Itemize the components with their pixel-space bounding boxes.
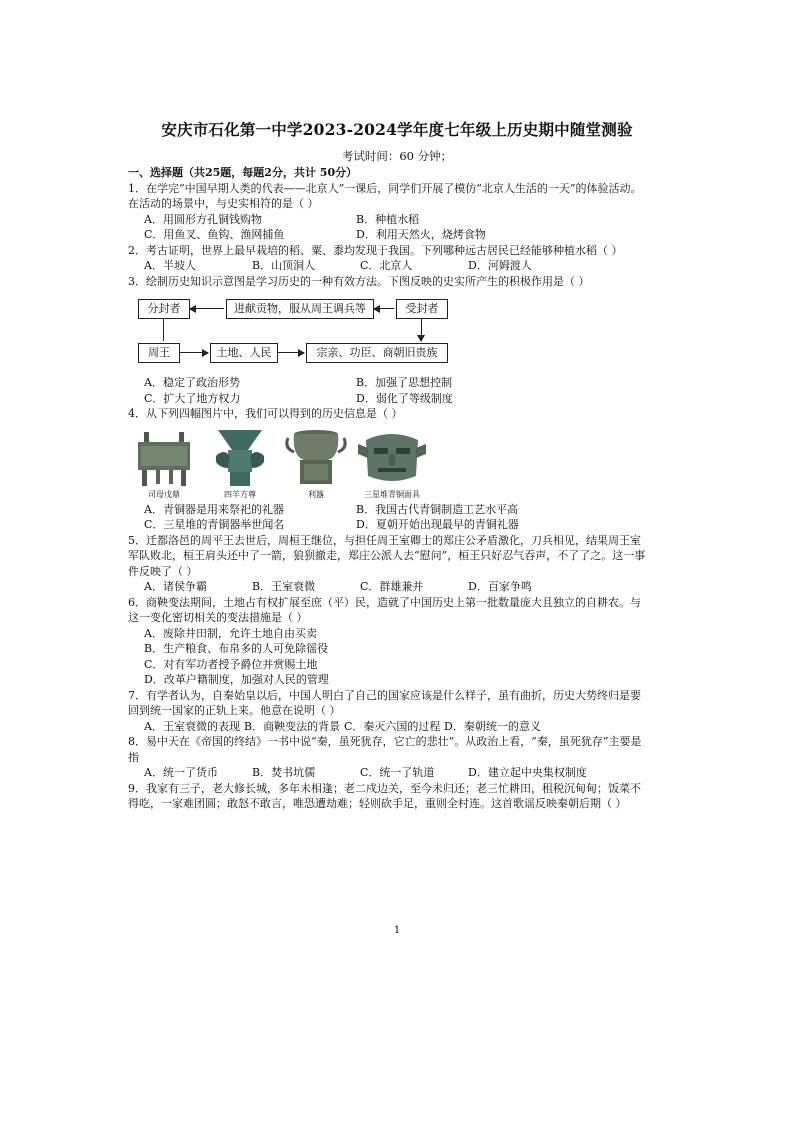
image-caption: 四羊方尊 bbox=[224, 489, 256, 499]
bronze-ding-image bbox=[128, 426, 200, 500]
diagram-box-land: 土地、人民 bbox=[210, 343, 278, 363]
question-1 bbox=[128, 181, 668, 243]
option-d[interactable]: D．夏朝开始出现最早的青铜礼器 bbox=[356, 518, 519, 531]
option-a[interactable]: A．稳定了政治形势 bbox=[144, 376, 240, 389]
option-b[interactable]: B．王室衰微 bbox=[252, 580, 316, 593]
option-a[interactable]: A．青铜器是用来祭祀的礼器 bbox=[144, 502, 284, 516]
option-a[interactable]: A．王室衰微的表现 bbox=[144, 719, 240, 733]
question-6 bbox=[128, 595, 668, 688]
diagram-box-king: 周王 bbox=[138, 343, 180, 363]
question-5-stem-cont: 军队败北，桓王肩头还中了一箭，狼狈撤走，郑庄公派人去“慰问”，桓王只好忍气吞声，不了了之。这一事 bbox=[128, 549, 646, 562]
option-a[interactable]: A．统一了货币 bbox=[144, 766, 218, 779]
option-b[interactable]: B．焚书坑儒 bbox=[252, 766, 316, 779]
diagram-box-vassal: 受封者 bbox=[396, 299, 448, 319]
question-3 bbox=[128, 274, 668, 407]
li-gui-image bbox=[280, 426, 352, 500]
zun-icon bbox=[204, 426, 276, 490]
ding-icon bbox=[128, 426, 200, 490]
option-c[interactable]: C．秦灭六国的过程 bbox=[344, 719, 441, 733]
question-7-stem-cont: 回到统一国家的正轨上来。他意在说明（ ） bbox=[128, 704, 341, 717]
option-c[interactable]: C．统一了轨道 bbox=[360, 766, 435, 779]
exam-title: 安庆市石化第一中学2023-2024学年度七年级上历史期中随堂测验 bbox=[161, 120, 633, 139]
option-b[interactable]: B．商鞅变法的背景 bbox=[244, 719, 341, 733]
question-2-stem: 2．考古证明，世界上最早栽培的稻、粟、黍均发现于我国。下列哪种远古居民已经能够种植水稻（ ） bbox=[128, 243, 623, 257]
question-9-stem-cont: 得吃，一家难团圆；敢怒不敢言，唯恐遭劫难；轻则砍手足，重则全村连。这首歌谣反映秦朝后期（ ） bbox=[128, 797, 627, 810]
option-a[interactable]: A．诸侯争霸 bbox=[144, 580, 207, 593]
option-c[interactable]: C．用鱼叉、鱼钩、渔网捕鱼 bbox=[144, 228, 285, 241]
option-d[interactable]: D．秦朝统一的意义 bbox=[444, 719, 541, 733]
diagram-arrow bbox=[180, 352, 208, 353]
option-a[interactable]: A．用圆形方孔铜钱购物 bbox=[144, 212, 262, 226]
diagram-box-recipients: 宗亲、功臣、商朝旧贵族 bbox=[306, 343, 448, 363]
option-c[interactable]: C．北京人 bbox=[360, 259, 413, 272]
image-caption: 三星堆青铜面具 bbox=[364, 489, 420, 499]
option-b[interactable]: B．加强了思想控制 bbox=[356, 376, 453, 389]
question-5-stem: 5．迁都洛邑的周平王去世后，周桓王继位，与担任周王室卿士的郑庄公矛盾激化，刀兵相见，结果周王室 bbox=[128, 533, 641, 547]
question-7 bbox=[128, 688, 668, 735]
question-8-stem: 8．易中天在《帝国的终结》一书中说“秦，虽死犹存，它亡的悲壮”。从政治上看，“秦，虽死犹存”主要是 bbox=[128, 735, 642, 748]
question-4 bbox=[128, 406, 668, 533]
diagram-arrow bbox=[190, 308, 224, 309]
question-1-stem: 1．在学完“中国早期人类的代表——北京人”一课后，同学们开展了模仿“北京人生活的一天”的体验活动。 bbox=[128, 181, 642, 195]
exam-time: 考试时间：60 分钟； bbox=[341, 149, 453, 163]
diagram-connector bbox=[421, 319, 422, 341]
option-d[interactable]: D．改革户籍制度，加强对人民的管理 bbox=[144, 673, 329, 686]
option-c[interactable]: C．群雄兼并 bbox=[360, 580, 424, 593]
option-b[interactable]: B．生产粮食、布帛多的人可免除徭役 bbox=[144, 642, 329, 655]
option-c[interactable]: C．三星堆的青铜器举世闻名 bbox=[144, 518, 285, 531]
option-a[interactable]: A．半坡人 bbox=[144, 259, 196, 272]
question-8-stem-cont: 指 bbox=[128, 750, 139, 764]
sanxingdui-mask-image bbox=[356, 426, 428, 500]
question-list bbox=[128, 165, 668, 812]
option-b[interactable]: B．山顶洞人 bbox=[252, 259, 316, 272]
question-5-stem-end: 件反映了（ ） bbox=[128, 564, 198, 578]
diagram-box-tribute: 进献贡物，服从周王调兵等 bbox=[226, 299, 374, 319]
question-3-stem: 3．绘制历史知识示意图是学习历史的一种有效方法。下图反映的史实所产生的积极作用是（ ） bbox=[128, 274, 590, 288]
question-2 bbox=[128, 243, 668, 274]
option-d[interactable]: D．弱化了等级制度 bbox=[356, 391, 453, 405]
option-d[interactable]: D．利用天然火，烧烤食物 bbox=[356, 228, 486, 241]
question-6-stem: 6．商鞅变法期间，土地占有权扩展至庶（平）民，造就了中国历史上第一批数量庞大且独立的自耕农。与 bbox=[128, 595, 641, 609]
four-ram-zun-image bbox=[204, 426, 276, 500]
image-caption: 司母戊鼎 bbox=[148, 489, 180, 499]
option-d[interactable]: D．河姆渡人 bbox=[468, 259, 532, 272]
question-9 bbox=[128, 781, 668, 812]
mask-icon bbox=[356, 426, 428, 490]
question-6-stem-cont: 这一变化密切相关的变法措施是（ ） bbox=[128, 611, 308, 624]
feudal-system-diagram bbox=[138, 295, 458, 367]
diagram-box-enfeoffer: 分封者 bbox=[138, 299, 190, 319]
diagram-arrow bbox=[374, 308, 394, 309]
question-9-stem: 9．我家有三子，老大修长城，多年未相逢；老二戍边关，至今未归还；老三忙耕田，租税沉甸甸；饭菜不 bbox=[128, 781, 641, 795]
question-4-stem: 4．从下列四幅图片中，我们可以得到的历史信息是（ ） bbox=[128, 407, 403, 420]
section-heading: 一、选择题（共25题，每题2分，共计 50分） bbox=[128, 166, 358, 179]
option-b[interactable]: B．种植水稻 bbox=[356, 212, 420, 226]
option-a[interactable]: A．废除井田制，允许土地自由买卖 bbox=[144, 626, 317, 640]
option-b[interactable]: B．我国古代青铜制造工艺水平高 bbox=[356, 502, 519, 516]
option-c[interactable]: C．扩大了地方权力 bbox=[144, 391, 241, 405]
question-5 bbox=[128, 533, 668, 595]
gui-icon bbox=[280, 426, 352, 490]
option-c[interactable]: C．对有军功者授予爵位并赏赐土地 bbox=[144, 657, 318, 671]
image-caption: 利簋 bbox=[308, 489, 324, 499]
bronze-images bbox=[128, 426, 668, 500]
diagram-connector bbox=[163, 319, 164, 341]
question-1-stem-cont: 在活动的场景中，与史实相符的是（ ） bbox=[128, 197, 319, 210]
diagram-arrow bbox=[278, 352, 304, 353]
page-number: 1 bbox=[393, 925, 401, 936]
question-8 bbox=[128, 734, 668, 781]
question-7-stem: 7．有学者认为，自秦始皇以后，中国人明白了自己的国家应该是什么样子，虽有曲折，历史大势终归是要 bbox=[128, 688, 641, 702]
option-d[interactable]: D．建立起中央集权制度 bbox=[468, 766, 587, 779]
option-d[interactable]: D．百家争鸣 bbox=[468, 580, 532, 593]
